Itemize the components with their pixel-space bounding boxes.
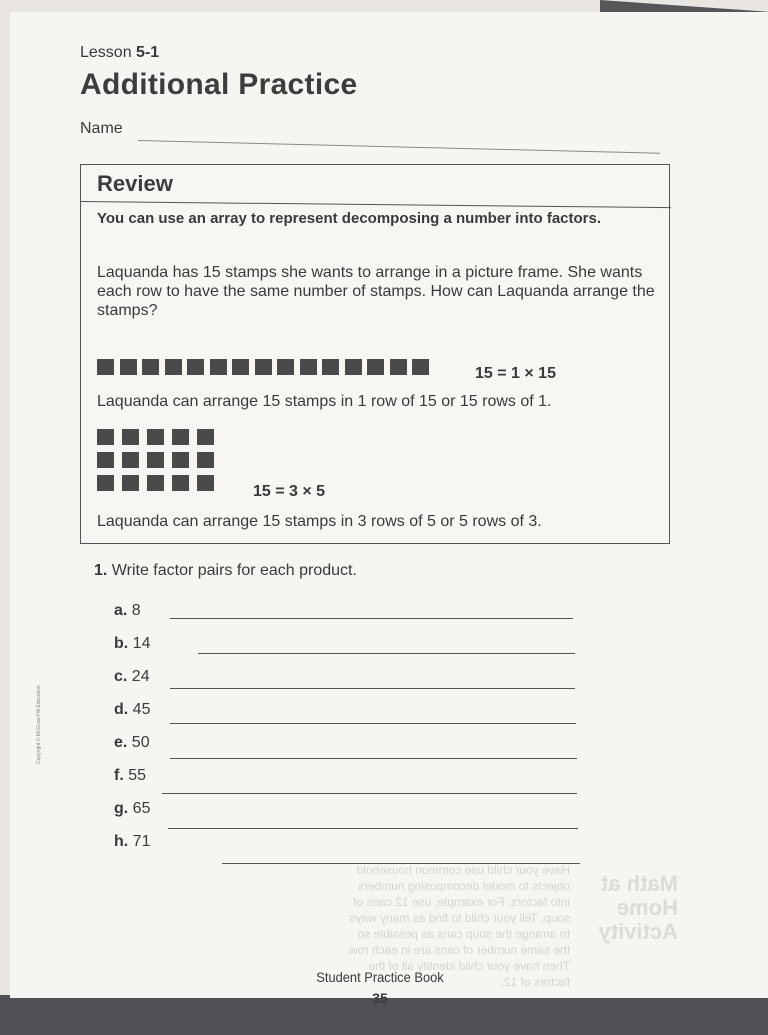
answer-line[interactable]: [162, 793, 577, 794]
footer-page-number: 35: [372, 990, 388, 1006]
factor-item: [114, 734, 150, 752]
stamp-square: [322, 359, 339, 375]
item-letter: f.: [114, 767, 124, 784]
item-letter: e.: [114, 734, 128, 751]
stamp-square: [197, 429, 214, 445]
stamp-square: [165, 359, 182, 375]
sentence-1: Laquanda can arrange 15 stamps in 1 row of 15 or 15 rows of 1.: [97, 393, 552, 410]
lesson-number: 5-1: [136, 44, 160, 61]
item-value: 71: [132, 833, 151, 850]
stamp-array-1x15: [97, 359, 429, 375]
name-line[interactable]: [138, 140, 660, 154]
page-title: Additional Practice: [80, 68, 358, 101]
factor-item: [114, 668, 150, 686]
answer-line[interactable]: [170, 688, 575, 689]
item-letter: c.: [114, 668, 128, 685]
footer-book-title: Student Practice Book: [316, 969, 444, 985]
item-value: 8: [131, 602, 141, 619]
stamp-square: [277, 359, 294, 375]
factor-item: [114, 635, 150, 653]
question-prompt: Write factor pairs for each product.: [111, 562, 357, 579]
item-letter: d.: [114, 701, 129, 718]
stamp-array-3x5: [97, 429, 214, 491]
factor-item: [114, 602, 141, 620]
answer-line[interactable]: [170, 618, 573, 619]
stamp-square: [232, 359, 249, 375]
answer-line[interactable]: [170, 758, 577, 759]
item-value: 50: [131, 734, 150, 751]
item-value: 14: [132, 635, 151, 652]
bleed-through-paragraph: Have your child use common household objects to model decomposing numbers into factors. For example, use 12 cans of soup. Tell your child to find as many ways to arrange the soup cans as possible so the same number of cans are in each row. Then have your child identify all of the factors of 12.: [346, 863, 570, 989]
review-heading: Review: [97, 171, 173, 196]
sentence-2: Laquanda can arrange 15 stamps in 3 rows of 5 or 5 rows of 3.: [97, 513, 542, 530]
stamp-square: [187, 359, 204, 375]
review-problem: Laquanda has 15 stamps she wants to arrange in a picture frame. She wants each row to have the same number of stamps. How can Laquanda arrange the stamps?: [97, 264, 655, 319]
item-value: 55: [128, 767, 147, 784]
item-letter: a.: [114, 602, 128, 619]
stamp-square: [120, 359, 137, 375]
question-number: 1.: [94, 562, 108, 579]
stamp-square: [97, 429, 114, 445]
answer-line[interactable]: [168, 828, 578, 829]
factor-item: [114, 767, 146, 785]
review-divider: [81, 201, 671, 208]
lesson-label: [80, 44, 159, 62]
factor-item: [114, 800, 150, 818]
copyright-text: Copyright © McGraw-Hill Education: [36, 685, 42, 764]
item-value: 45: [132, 701, 151, 718]
stamp-square: [172, 475, 189, 491]
stamp-square: [147, 475, 164, 491]
review-intro: You can use an array to represent decomposing a number into factors.: [97, 210, 602, 227]
question-1: [94, 562, 357, 580]
equation-1: 15 = 1 × 15: [475, 365, 556, 382]
item-letter: b.: [114, 635, 129, 652]
stamp-square: [122, 452, 139, 468]
name-label: Name: [80, 120, 123, 137]
stamp-square: [122, 475, 139, 491]
item-value: 24: [131, 668, 150, 685]
stamp-square: [97, 475, 114, 491]
stamp-square: [210, 359, 227, 375]
stamp-square: [345, 359, 362, 375]
stamp-square: [197, 452, 214, 468]
factor-item: [114, 701, 150, 719]
stamp-square: [367, 359, 384, 375]
worksheet-page: [10, 12, 768, 1006]
stamp-square: [300, 359, 317, 375]
stamp-square: [255, 359, 272, 375]
review-box: [80, 164, 670, 544]
stamp-square: [97, 452, 114, 468]
stamp-square: [147, 429, 164, 445]
stamp-square: [142, 359, 159, 375]
equation-2: 15 = 3 × 5: [253, 483, 326, 500]
stamp-square: [172, 452, 189, 468]
stamp-square: [172, 429, 189, 445]
item-letter: h.: [114, 833, 129, 850]
answer-line[interactable]: [198, 653, 575, 654]
stamp-square: [390, 359, 407, 375]
stamp-square: [147, 452, 164, 468]
stamp-square: [122, 429, 139, 445]
item-value: 65: [132, 800, 151, 817]
bleed-through-badge: Math at Home Activity: [598, 871, 678, 944]
answer-line[interactable]: [170, 723, 576, 724]
item-letter: g.: [114, 800, 129, 817]
stamp-square: [197, 475, 214, 491]
stamp-square: [97, 359, 114, 375]
factor-item: [114, 833, 150, 851]
lesson-label-text: Lesson: [80, 44, 132, 61]
stamp-square: [412, 359, 429, 375]
